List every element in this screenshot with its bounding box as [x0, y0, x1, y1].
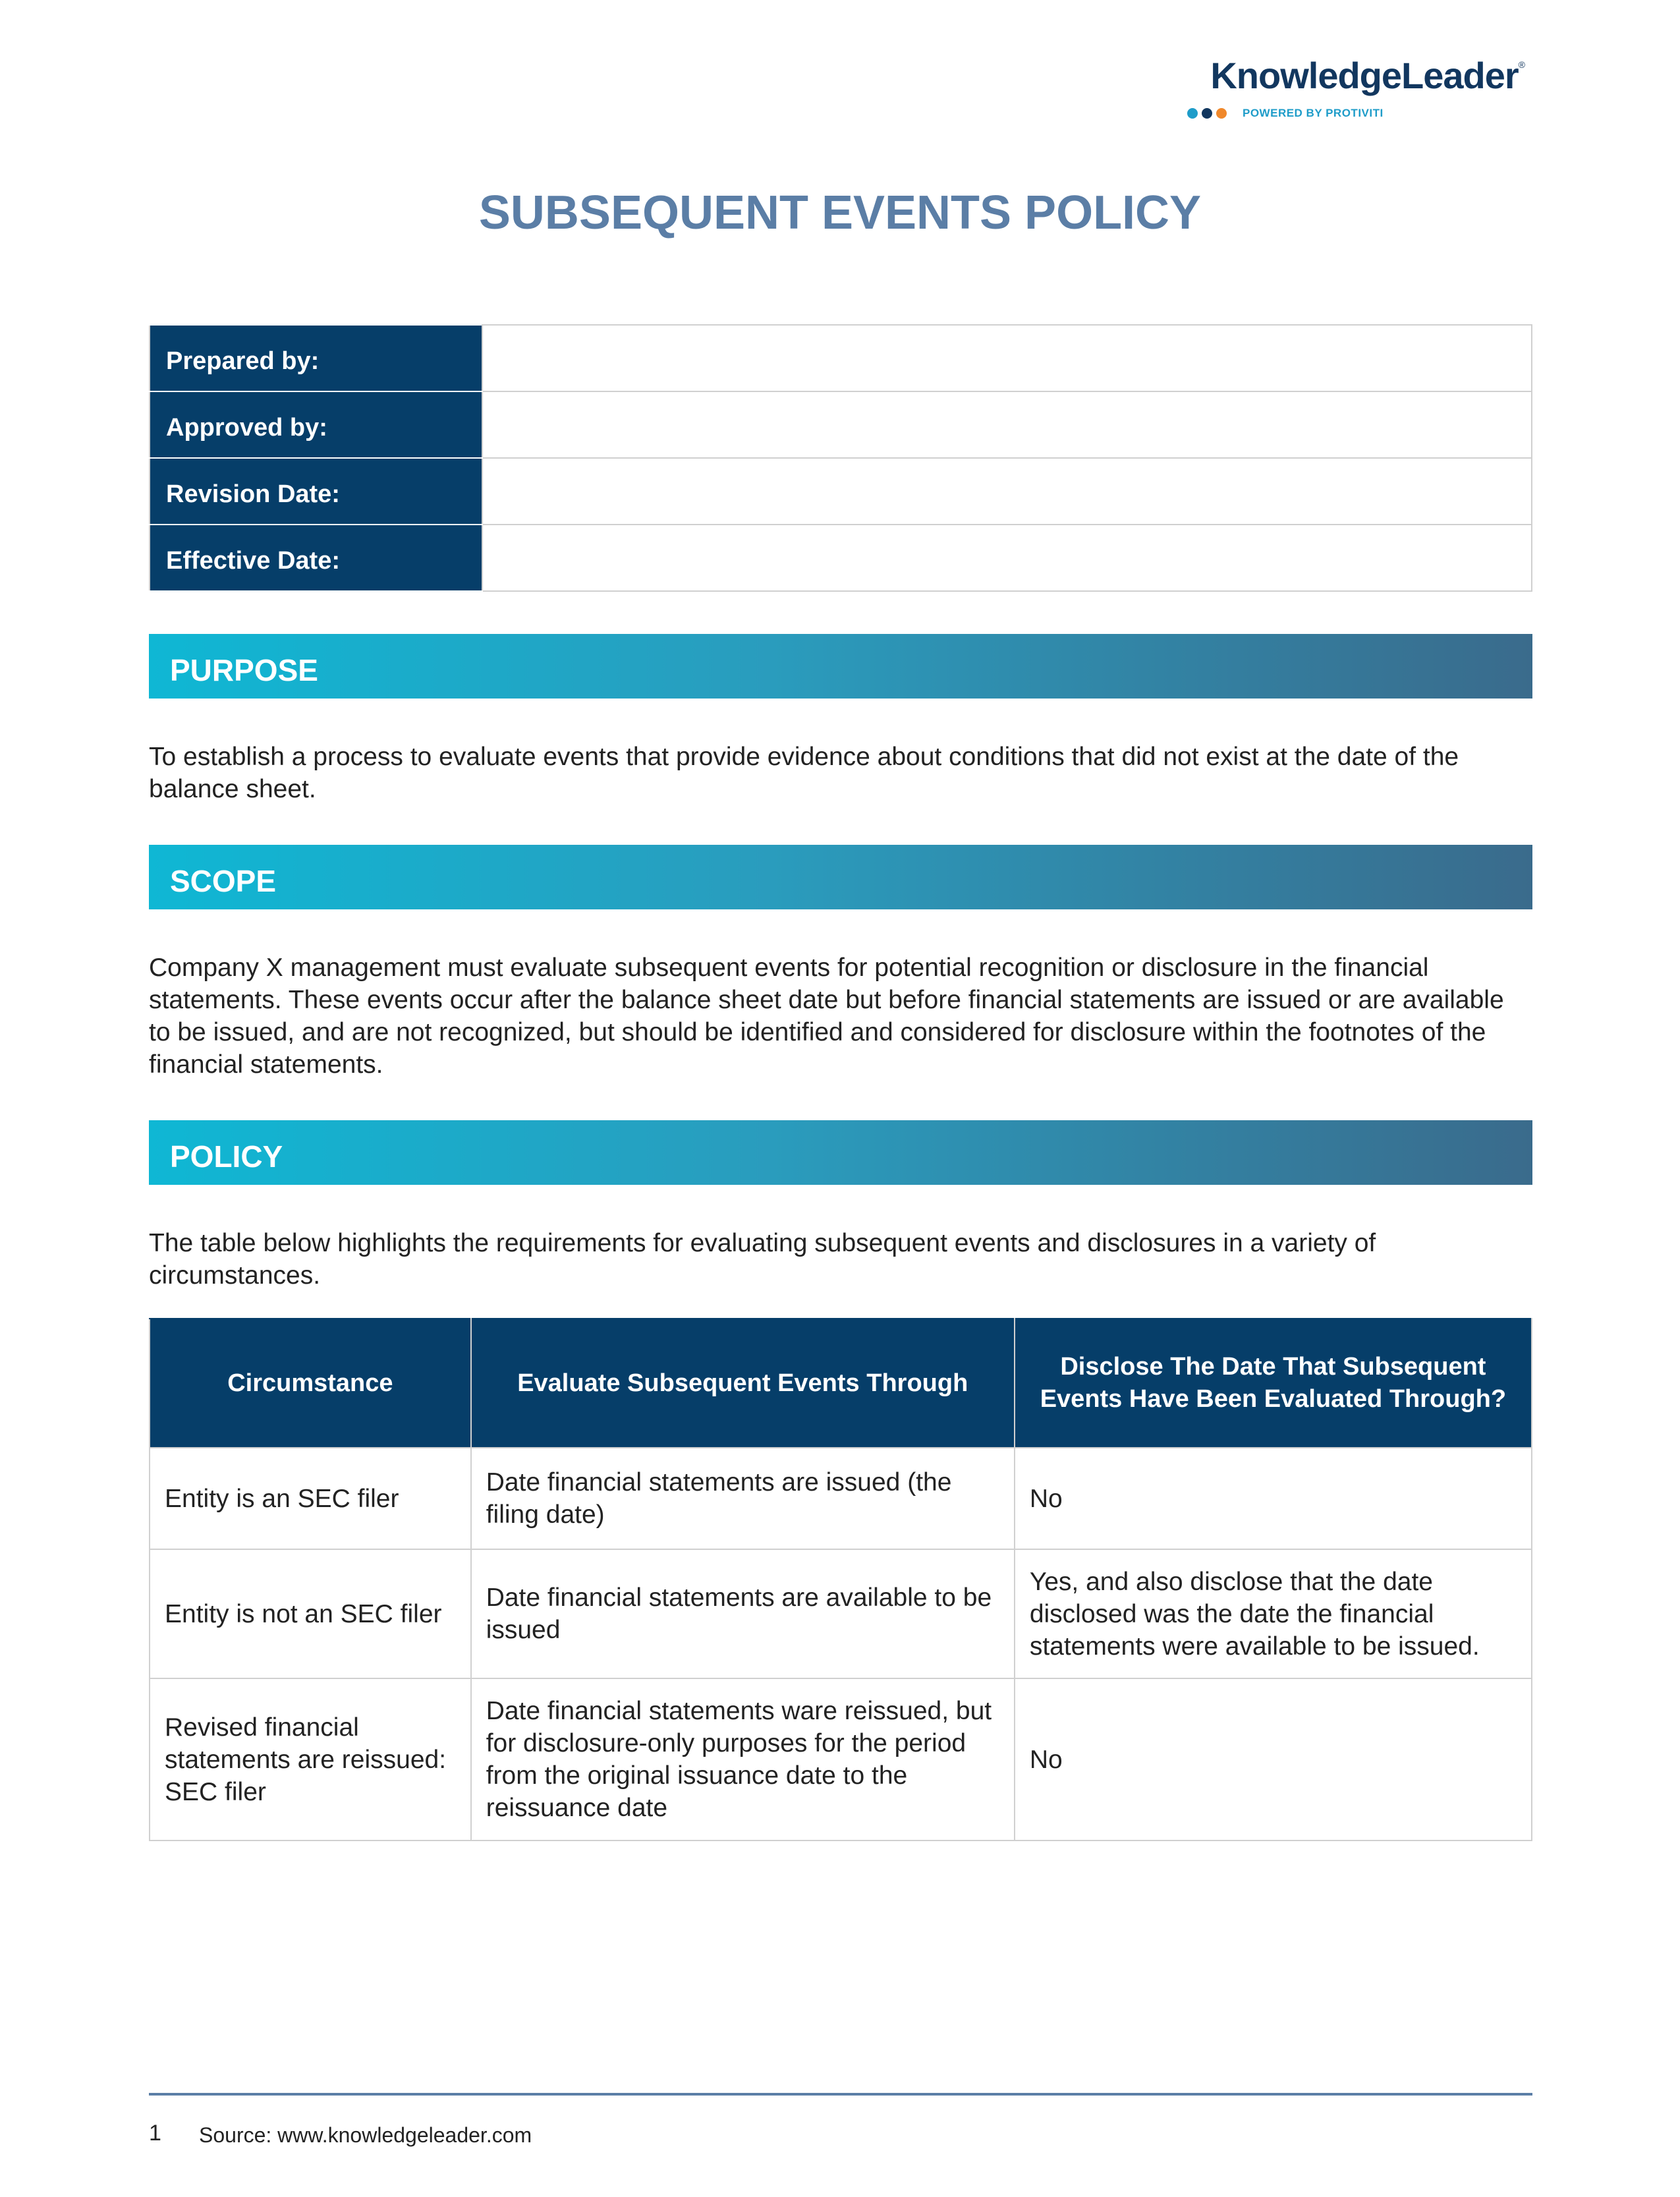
scope-section-bar [149, 845, 1532, 909]
subsequent-events-table [149, 1318, 1532, 1841]
document-info-table [149, 324, 1532, 592]
info-label: Effective Date: [150, 525, 482, 591]
table-cell: Date financial statements ware reissued, but for disclosure-only purposes for the period from the original issuance date to the reissuance date [471, 1678, 1015, 1840]
info-row-prepared [150, 325, 1532, 391]
logo-dot-2 [1202, 108, 1212, 119]
source-link[interactable]: Source: www.knowledgeleader.com [199, 2123, 532, 2147]
page-title: SUBSEQUENT EVENTS POLICY [478, 186, 1202, 239]
info-row-effective-date [150, 525, 1532, 591]
logo-registered-mark: ® [1518, 59, 1525, 70]
table-row [150, 1448, 1532, 1549]
purpose-heading: PURPOSE [170, 653, 318, 687]
policy-heading: POLICY [170, 1139, 283, 1174]
info-value-field[interactable] [482, 525, 1532, 591]
purpose-text: To establish a process to evaluate events that provide evidence about conditions that did not exist at the date of the balance sheet. [149, 743, 1459, 803]
footer-divider [149, 2093, 1532, 2096]
table-cell: Yes, and also disclose that the date disclosed was the date the financial statements were available to be issued. [1015, 1549, 1532, 1678]
logo-dots-icon [1187, 108, 1227, 120]
info-row-approved [150, 391, 1532, 458]
logo-dot-3 [1216, 108, 1227, 119]
info-label: Prepared by: [150, 325, 482, 391]
column-header: Disclose The Date That Subsequent Events Have Been Evaluated Through? [1015, 1319, 1532, 1448]
table-cell: No [1015, 1448, 1532, 1549]
info-value-field[interactable] [482, 458, 1532, 525]
column-header: Circumstance [150, 1319, 471, 1448]
info-row-revision-date [150, 458, 1532, 525]
knowledgeleader-logo [1182, 54, 1525, 127]
table-cell: Entity is not an SEC filer [150, 1549, 471, 1678]
info-label: Revision Date: [150, 458, 482, 525]
purpose-section-bar [149, 634, 1532, 699]
table-cell: No [1015, 1678, 1532, 1840]
table-cell: Date financial statements are issued (the filing date) [471, 1448, 1015, 1549]
column-header: Evaluate Subsequent Events Through [471, 1319, 1015, 1448]
policy-section-bar [149, 1120, 1532, 1185]
table-header-row [150, 1319, 1532, 1448]
logo-tagline: POWERED BY PROTIVITI [1243, 107, 1384, 119]
info-label: Approved by: [150, 391, 482, 458]
table-cell: Entity is an SEC filer [150, 1448, 471, 1549]
info-value-field[interactable] [482, 391, 1532, 458]
page-number: 1 [149, 2121, 161, 2146]
table-cell: Revised financial statements are reissued: SEC filer [150, 1678, 471, 1840]
scope-heading: SCOPE [170, 864, 277, 898]
logo-dot-1 [1187, 108, 1198, 119]
table-cell: Date financial statements are available to be issued [471, 1549, 1015, 1678]
table-row [150, 1549, 1532, 1678]
logo-wordmark: KnowledgeLeader [1210, 55, 1519, 96]
info-value-field[interactable] [482, 325, 1532, 391]
table-row [150, 1678, 1532, 1840]
scope-text: Company X management must evaluate subsequent events for potential recognition or disclosure in the financial statements. These events occur after the balance sheet date but before financial statements are issued or are available to be issued, and are not recognized, but should be identified and considered for disclosure within the footnotes of the financial statements. [149, 954, 1504, 1079]
policy-text: The table below highlights the requirements for evaluating subsequent events and disclosures in a variety of circumstances. [149, 1229, 1376, 1290]
